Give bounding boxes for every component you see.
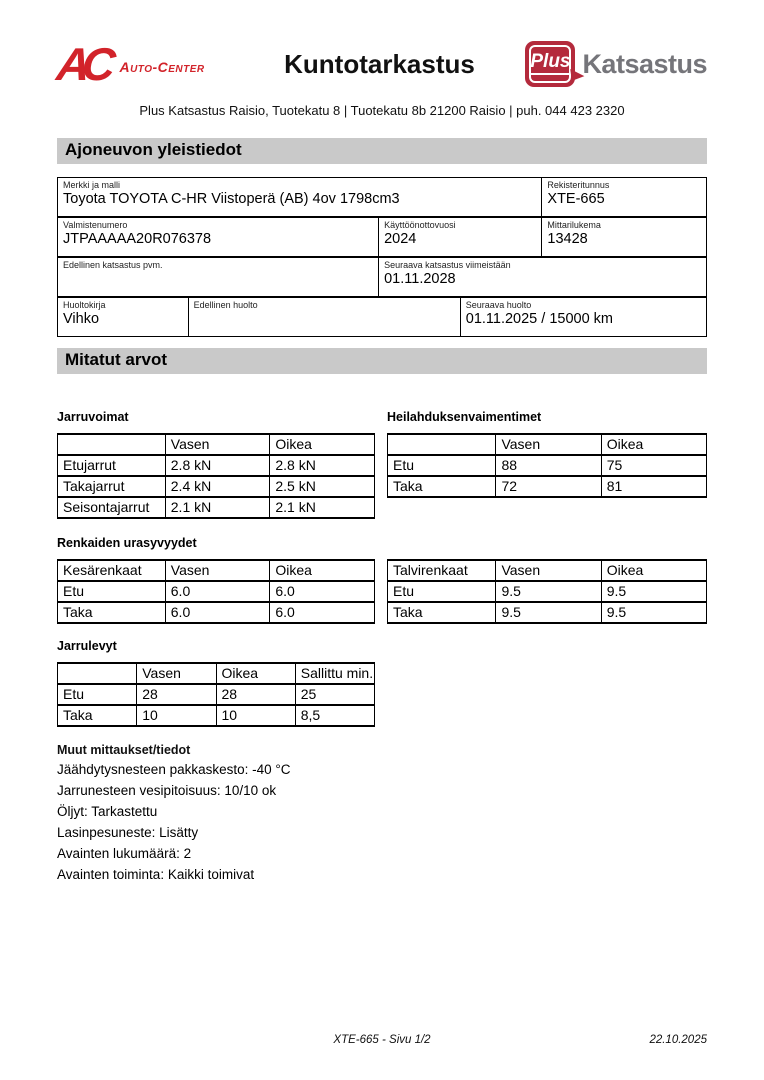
katsastus-word: Katsastus (582, 48, 707, 79)
field-label: Seuraava huolto (465, 300, 532, 310)
speech-bubble-tail-icon (571, 67, 586, 81)
plus-badge-icon (525, 41, 575, 87)
field-merkki-ja-malli (58, 178, 541, 216)
table-header-cell: Vasen (165, 434, 270, 455)
field-label: Valmistenumero (63, 220, 128, 230)
table-cell: 8,5 (295, 705, 374, 726)
table-row (58, 705, 375, 726)
table-cell: 10 (216, 705, 295, 726)
list-item: Lasinpesuneste: Lisätty (57, 825, 199, 840)
table-cell: 6.0 (165, 581, 270, 602)
table-row (388, 560, 707, 581)
renkaiden-urasyvyydet-title: Renkaiden urasyvyydet (57, 536, 197, 550)
table-cell: 2.1 kN (165, 497, 270, 518)
table-row (388, 455, 707, 476)
jarrulevyt-title: Jarrulevyt (57, 639, 117, 653)
field-value: XTE-665 (547, 191, 605, 207)
table-row (58, 497, 375, 518)
field-seuraava-katsastus (378, 258, 706, 296)
field-value (194, 311, 455, 328)
table-row (58, 178, 706, 216)
field-label: Edellinen huolto (193, 300, 258, 310)
list-item: Öljyt: Tarkastettu (57, 804, 158, 819)
list-item: Jäähdytysnesteen pakkaskesto: -40 °C (57, 762, 291, 777)
field-mittarilukema (541, 218, 706, 256)
table-cell: 2.8 kN (165, 455, 270, 476)
plus-katsastus-logo (517, 41, 707, 87)
table-cell: 2.1 kN (270, 497, 375, 518)
table-header-cell: Oikea (216, 663, 295, 684)
table-cell: Etu (388, 581, 496, 602)
table-row (388, 602, 707, 623)
table-cell: 6.0 (165, 602, 270, 623)
table-header-cell: Kesärenkaat (58, 560, 166, 581)
table-cell: 6.0 (270, 581, 375, 602)
table-row (388, 434, 707, 455)
field-label: Huoltokirja (63, 300, 106, 310)
autocenter-monogram-icon: AC (54, 38, 111, 90)
station-address: Plus Katsastus Raisio, Tuotekatu 8 | Tuotekatu 8b 21200 Raisio | puh. 044 423 2320 (139, 103, 625, 118)
table-header-cell: Oikea (270, 560, 375, 581)
table-row (58, 560, 375, 581)
table-row (58, 455, 375, 476)
table-cell: Etu (58, 684, 137, 705)
autocenter-name: Auto-Center (119, 59, 205, 75)
table-row (58, 602, 375, 623)
vehicle-info-table (57, 177, 707, 337)
kesarenkaat-table (57, 559, 375, 624)
field-value: 01.11.2025 / 15000 km (465, 311, 614, 327)
field-seuraava-huolto (460, 298, 706, 336)
table-cell: 28 (216, 684, 295, 705)
table-cell: Taka (388, 476, 496, 497)
list-item: Avainten toiminta: Kaikki toimivat (57, 867, 255, 882)
muut-mittaukset-list (57, 759, 707, 885)
field-value: Vihko (63, 311, 100, 327)
table-header-cell: Sallittu min. (295, 663, 374, 684)
table-cell: 72 (496, 476, 601, 497)
section-header-measured: Mitatut arvot (57, 348, 707, 374)
table-row (58, 216, 706, 256)
table-row (388, 581, 707, 602)
table-cell: 9.5 (496, 581, 601, 602)
table-header-cell (58, 663, 137, 684)
table-row (58, 296, 706, 336)
field-kayttoonottovuosi (378, 218, 541, 256)
heilahduksenvaimentimet-table (387, 433, 707, 498)
autocenter-logo (54, 38, 242, 90)
heilahduksenvaimentimet-title: Heilahduksenvaimentimet (387, 410, 542, 424)
table-cell: Etujarrut (58, 455, 166, 476)
table-header-cell: Oikea (601, 434, 706, 455)
table-cell: 88 (496, 455, 601, 476)
field-label: Merkki ja malli (63, 180, 121, 190)
table-cell: 9.5 (496, 602, 601, 623)
field-label: Rekisteritunnus (547, 180, 610, 190)
table-header-cell: Vasen (165, 560, 270, 581)
field-value (63, 271, 373, 288)
table-cell: 2.5 kN (270, 476, 375, 497)
table-cell: 2.4 kN (165, 476, 270, 497)
table-cell: 2.8 kN (270, 455, 375, 476)
field-label: Edellinen katsastus pvm. (63, 260, 163, 270)
table-cell: Etu (58, 581, 166, 602)
table-cell: Taka (388, 602, 496, 623)
table-row (58, 663, 375, 684)
table-header-cell: Talvirenkaat (388, 560, 496, 581)
table-cell: Takajarrut (58, 476, 166, 497)
jarrulevyt-table (57, 662, 375, 727)
plus-word: Plus (530, 52, 570, 75)
page-title: Kuntotarkastus (284, 48, 475, 79)
table-row (58, 256, 706, 296)
table-header-cell (58, 434, 166, 455)
field-value: Toyota TOYOTA C-HR Viistoperä (AB) 4ov 1798cm3 (63, 191, 400, 207)
table-header-cell: Oikea (270, 434, 375, 455)
field-value: 13428 (547, 231, 588, 247)
list-item: Avainten lukumäärä: 2 (57, 846, 192, 861)
table-cell: 81 (601, 476, 706, 497)
field-value: JTPAAAAA20R076378 (63, 231, 212, 247)
page-footer (57, 1034, 707, 1050)
table-cell: 10 (137, 705, 216, 726)
table-cell: 9.5 (601, 602, 706, 623)
field-edellinen-huolto (188, 298, 460, 336)
table-row (58, 476, 375, 497)
table-cell: Taka (58, 602, 166, 623)
field-label: Käyttöönottovuosi (384, 220, 456, 230)
talvirenkaat-table (387, 559, 707, 624)
field-value: 2024 (384, 231, 417, 247)
field-valmistenumero (58, 218, 378, 256)
jarruvoimat-title: Jarruvoimat (57, 410, 129, 424)
table-row (58, 434, 375, 455)
footer-date: 22.10.2025 (649, 1034, 707, 1046)
table-row (388, 476, 707, 497)
jarruvoimat-table (57, 433, 375, 519)
table-header-cell (388, 434, 496, 455)
table-cell: 9.5 (601, 581, 706, 602)
table-cell: Etu (388, 455, 496, 476)
section-header-general: Ajoneuvon yleistiedot (57, 138, 707, 164)
table-cell: 25 (295, 684, 374, 705)
list-item: Jarrunesteen vesipitoisuus: 10/10 ok (57, 783, 277, 798)
table-cell: 28 (137, 684, 216, 705)
table-header-cell: Vasen (137, 663, 216, 684)
field-huoltokirja (58, 298, 188, 336)
table-row (58, 684, 375, 705)
field-rekisteritunnus (541, 178, 706, 216)
table-cell: Seisontajarrut (58, 497, 166, 518)
table-cell: Taka (58, 705, 137, 726)
field-value: 01.11.2028 (384, 271, 456, 287)
table-header-cell: Vasen (496, 434, 601, 455)
table-header-cell: Oikea (601, 560, 706, 581)
field-edellinen-katsastus (58, 258, 378, 296)
document-page (54, 0, 707, 885)
table-cell: 6.0 (270, 602, 375, 623)
field-label: Seuraava katsastus viimeistään (384, 260, 511, 270)
field-label: Mittarilukema (547, 220, 601, 230)
footer-page-indicator: XTE-665 - Sivu 1/2 (333, 1034, 431, 1046)
table-row (58, 581, 375, 602)
muut-mittaukset-title: Muut mittaukset/tiedot (57, 743, 191, 757)
table-cell: 75 (601, 455, 706, 476)
table-header-cell: Vasen (496, 560, 601, 581)
document-header (54, 36, 707, 92)
